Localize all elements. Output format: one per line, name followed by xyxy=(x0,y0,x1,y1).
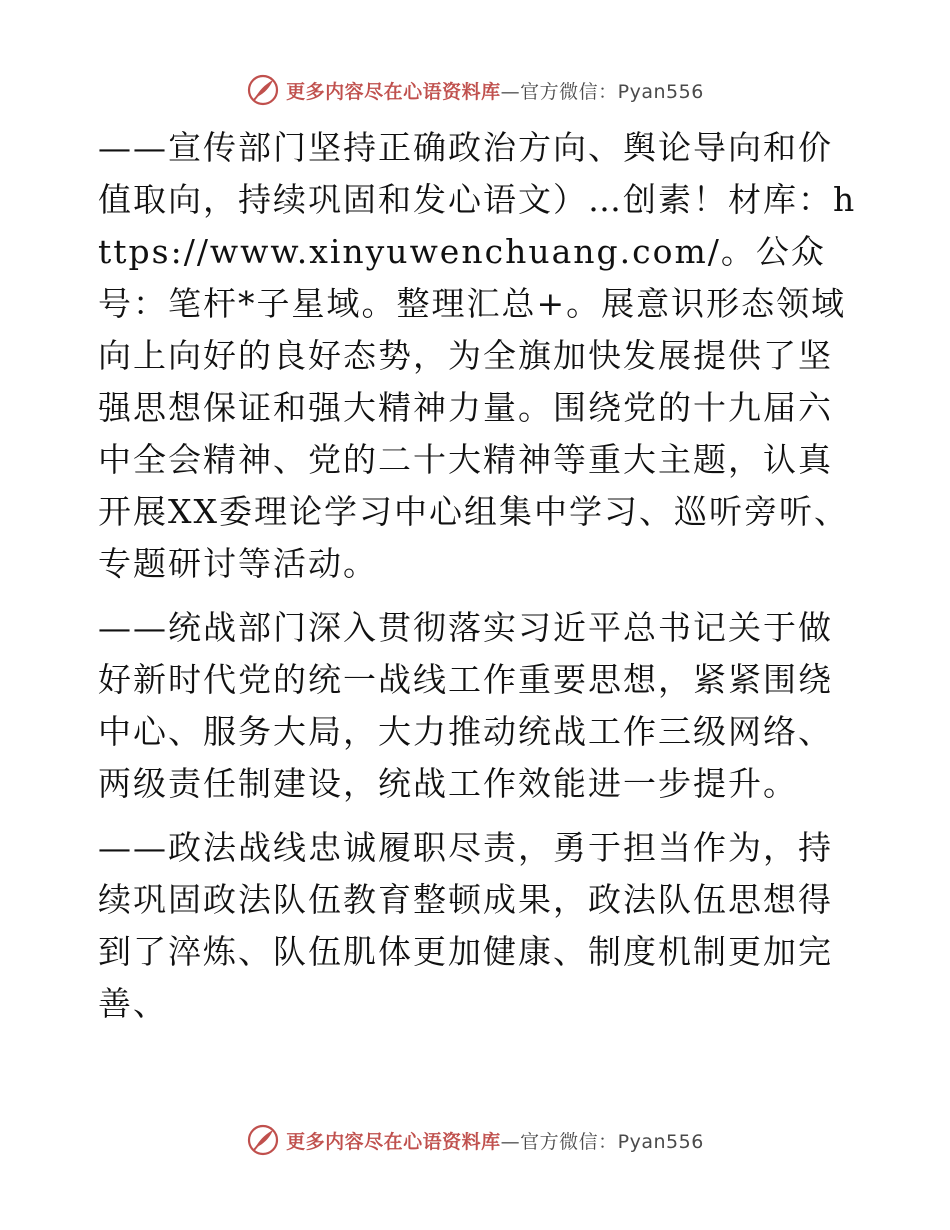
footer-banner xyxy=(0,1120,950,1160)
banner-separator: — xyxy=(500,80,521,103)
paragraph-united-front: ——统战部门深入贯彻落实习近平总书记关于做好新时代党的统一战线工作重要思想，紧紧围绕中心、服务大局，大力推动统战工作三级网络、两级责任制建设，统战工作效能进一步提升。 xyxy=(98,608,833,803)
banner-site-text: 更多内容尽在心语资料库 xyxy=(286,80,501,103)
banner-contact-text: 官方微信：Pyan556 xyxy=(520,80,704,103)
document-body xyxy=(98,122,858,1042)
paragraph-political-legal: ——政法战线忠诚履职尽责，勇于担当作为，持续巩固政法队伍教育整顿成果，政法队伍思想得到了淬炼、队伍肌体更加健康、制度机制更加完善、 xyxy=(98,828,833,1023)
banner-separator: — xyxy=(500,1130,521,1153)
banner-site-text: 更多内容尽在心语资料库 xyxy=(286,1130,501,1153)
quill-pen-logo-icon xyxy=(246,73,280,107)
banner-contact-text: 官方微信：Pyan556 xyxy=(520,1130,704,1153)
header-banner xyxy=(0,70,950,110)
paragraph-publicity: ——宣传部门坚持正确政治方向、舆论导向和价值取向，持续巩固和发心语文）…创素！材库：https://www.xinyuwenchuang.com/。公众号：笔杆*子星域。整理汇总+。展意识形态领域向上向好的良好态势，为全旗加快发展提供了坚强思想保证和强大精神力量。围绕党的十九届六中全会精神、党的二十大精神等重大主题，认真开展XX委理论学习中心组集中学习、巡听旁听、专题研讨等活动。 xyxy=(98,128,857,583)
quill-pen-logo-icon xyxy=(246,1123,280,1157)
